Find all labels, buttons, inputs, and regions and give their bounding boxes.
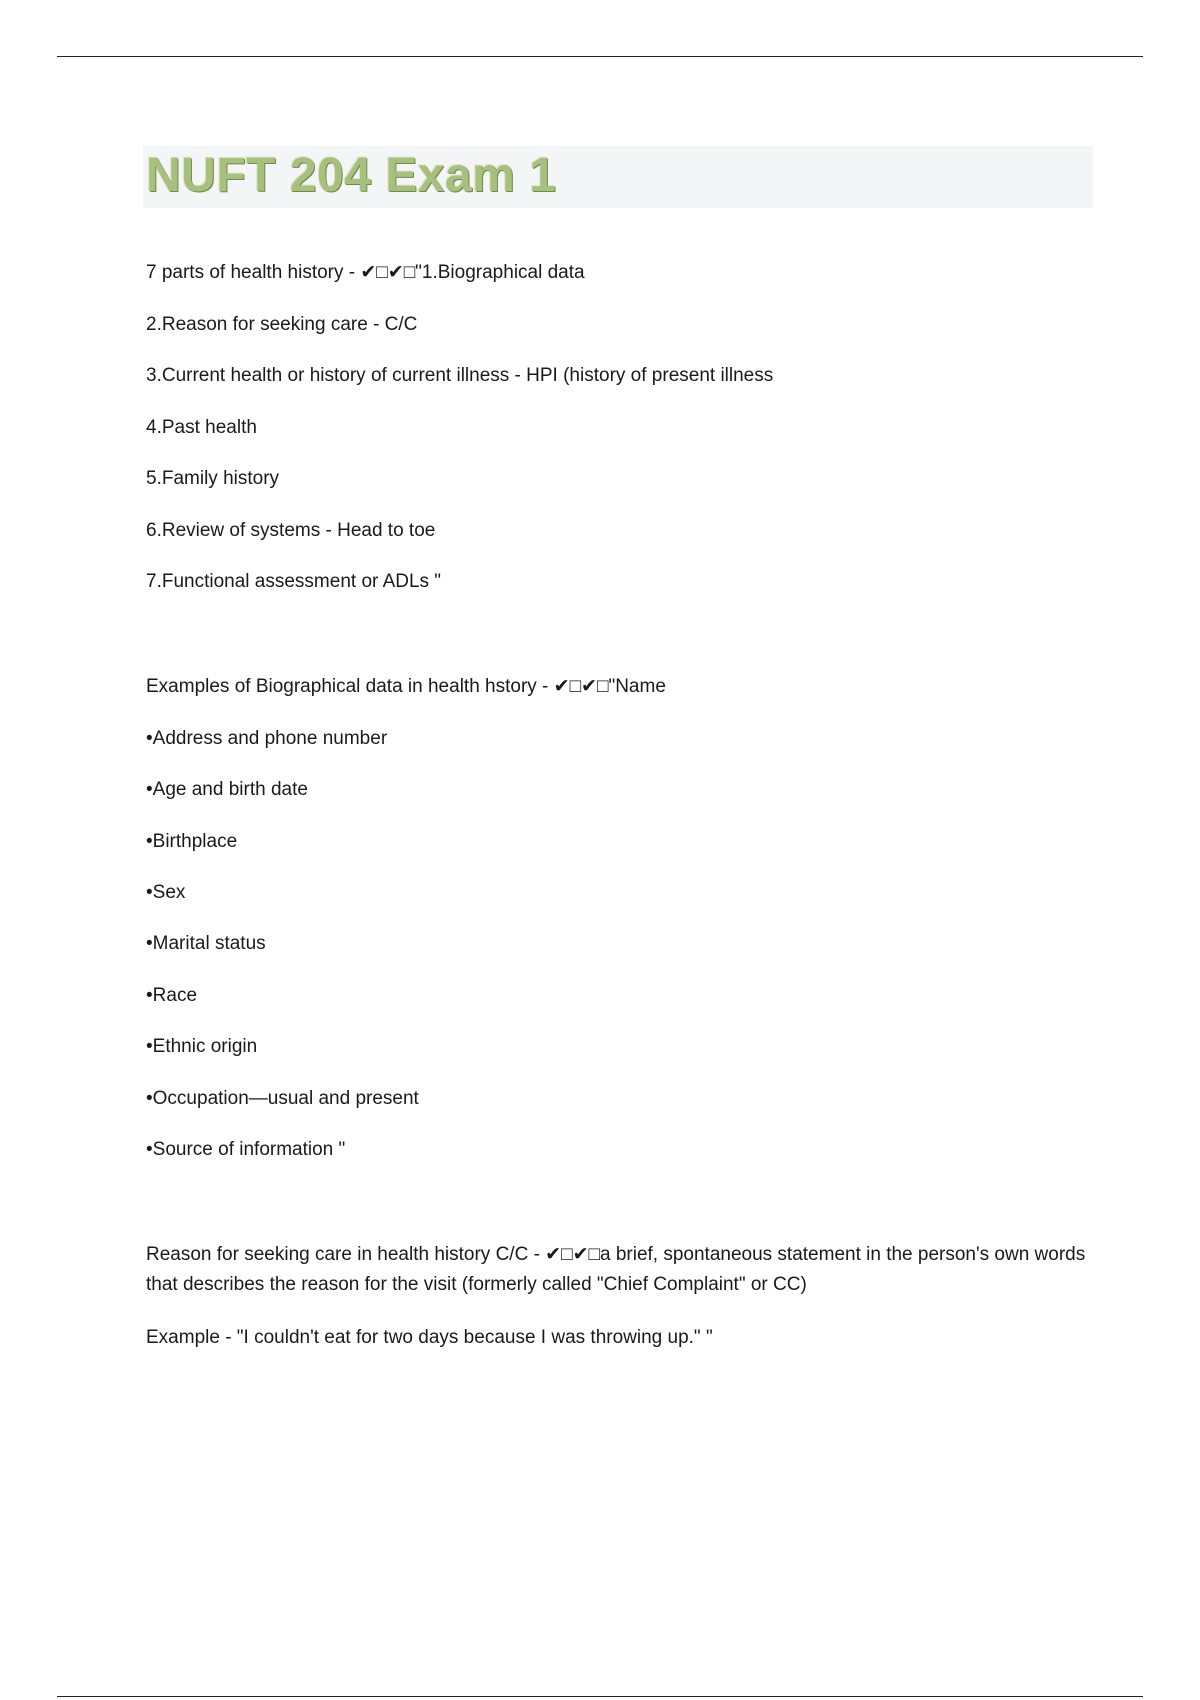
text-line: 4.Past health [146,417,257,438]
text-paragraph: Reason for seeking care in health history C/C - ✔□✔□a brief, spontaneous statement in the person's own words that describes the reason for the visit (formerly called "Chief Complaint" or CC) [146,1244,1086,1295]
header-rule [57,56,1143,57]
list-item: •Source of information " [146,1139,346,1160]
list-item: •Address and phone number [146,728,388,749]
text-line: Examples of Biographical data in health hstory - ✔□✔□"Name [146,676,666,697]
text-line: 7.Functional assessment or ADLs " [146,571,442,592]
text-line: 7 parts of health history - ✔□✔□"1.Biographical data [146,262,585,283]
list-item: •Marital status [146,933,266,954]
list-item: •Age and birth date [146,779,308,800]
list-item: •Sex [146,882,186,903]
text-line: 3.Current health or history of current illness - HPI (history of present illness [146,365,774,386]
list-item: •Ethnic origin [146,1036,258,1057]
list-item: •Birthplace [146,831,238,852]
text-line: 2.Reason for seeking care - C/C [146,314,418,335]
footer-rule [57,1696,1143,1697]
document-title: NUFT 204 Exam 1 [146,149,557,202]
text-line: Example - "I couldn't eat for two days because I was throwing up." " [146,1327,713,1348]
text-line: 6.Review of systems - Head to toe [146,520,436,541]
list-item: •Race [146,985,198,1006]
list-item: •Occupation—usual and present [146,1088,419,1109]
text-line: 5.Family history [146,468,280,489]
